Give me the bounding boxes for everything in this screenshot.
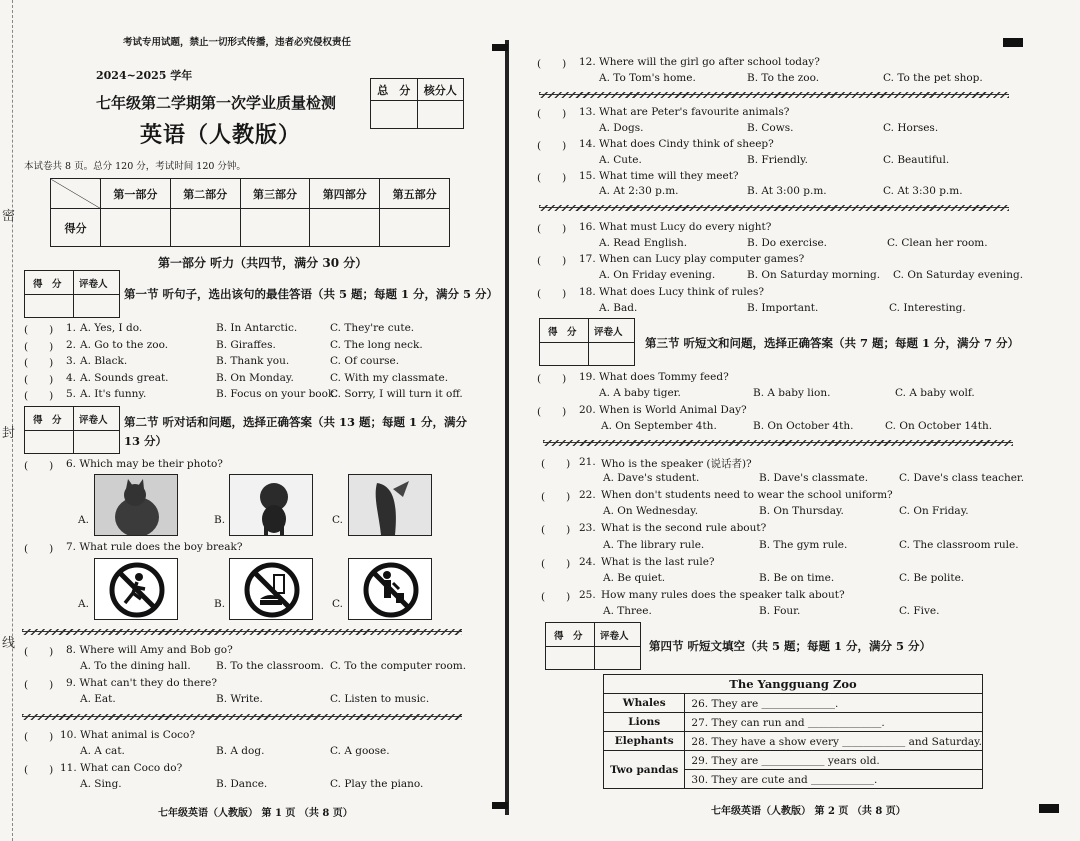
section1-title: 第一节 听句子，选出该句的最佳答语（共 5 题；每题 1 分，满分 5 分） — [124, 287, 499, 301]
q7-label-b: B. — [214, 598, 226, 610]
q1-option-b: B. In Antarctic. — [216, 322, 298, 334]
registration-mark — [1003, 38, 1023, 47]
section-divider — [539, 205, 1009, 211]
q15-option-c: C. At 3:30 p.m. — [883, 185, 963, 197]
q3-option-a: A. Black. — [80, 355, 128, 367]
q25-num: 25. — [579, 589, 596, 601]
answer-paren-16[interactable]: ( ) — [537, 223, 567, 235]
page1-footer: 七年级英语（人教版） 第 1 页 （共 8 页） — [158, 808, 353, 819]
zoo-fill-30[interactable]: 30. They are cute and ＿＿＿＿＿＿. — [685, 770, 983, 789]
part-score-5[interactable] — [380, 209, 450, 247]
q21-option-c: C. Dave's class teacher. — [899, 472, 1025, 484]
section-divider — [543, 440, 1013, 446]
q11-option-b: B. Dance. — [216, 778, 268, 790]
answer-paren-3[interactable]: ( ) — [24, 357, 54, 369]
page-2 — [515, 0, 1080, 841]
q25-option-c: C. Five. — [899, 605, 940, 617]
zoo-animal-pandas: Two pandas — [604, 751, 685, 789]
q24-option-a: A. Be quiet. — [603, 572, 666, 584]
q10-text: 10. What animal is Coco? — [60, 729, 195, 741]
q25-option-b: B. Four. — [759, 605, 801, 617]
q21-option-a: A. Dave's student. — [603, 472, 700, 484]
q11-option-a: A. Sing. — [80, 778, 122, 790]
zoo-animal-lions: Lions — [604, 713, 685, 732]
q13-option-c: C. Horses. — [883, 122, 939, 134]
q6-image-b[interactable] — [229, 474, 313, 536]
section4-title: 第四节 听短文填空（共 5 题；每题 1 分，满分 5 分） — [649, 639, 932, 653]
scorer-score-label: 得 分 — [33, 279, 62, 290]
q14-option-a: A. Cute. — [599, 154, 642, 166]
q13-num: 13. — [579, 106, 596, 118]
section4-scorer-box — [545, 622, 641, 670]
q12-option-b: B. To the zoo. — [747, 72, 820, 84]
q24-text: What is the last rule? — [601, 556, 715, 568]
q6-label-a: A. — [78, 514, 89, 526]
answer-paren-11[interactable]: ( ) — [24, 764, 54, 776]
q18-text: What does Lucy think of rules? — [599, 286, 764, 298]
q18-option-a: A. Bad. — [599, 302, 638, 314]
registration-mark — [492, 44, 508, 51]
q18-option-b: B. Important. — [747, 302, 819, 314]
q8-option-b: B. To the classroom. — [216, 660, 325, 672]
q9-text: 9. What can't they do there? — [66, 677, 217, 689]
q2-num: 2. — [66, 339, 77, 351]
answer-paren-7[interactable]: ( ) — [24, 543, 54, 555]
section-divider — [22, 714, 462, 720]
zoo-animal-elephants: Elephants — [604, 732, 685, 751]
total-score-cell[interactable] — [371, 101, 418, 129]
total-score-box — [370, 78, 464, 129]
q14-num: 14. — [579, 138, 596, 150]
q17-option-a: A. On Friday evening. — [599, 269, 716, 281]
part-score-1[interactable] — [101, 209, 171, 247]
q19-option-a: A. A baby tiger. — [599, 387, 681, 399]
q10-option-a: A. A cat. — [80, 745, 125, 757]
q19-option-c: C. A baby wolf. — [895, 387, 975, 399]
q4-num: 4. — [66, 372, 77, 384]
bird-icon — [349, 475, 432, 536]
q16-text: What must Lucy do every night? — [599, 221, 772, 233]
q17-num: 17. — [579, 253, 596, 265]
section2-title: 第二节 听对话和问题，选择正确答案（共 13 题；每题 1 分，满分 — [124, 415, 468, 429]
scorer-grader-label: 评卷人 — [79, 415, 108, 426]
q6-text: 6. Which may be their photo? — [66, 458, 223, 470]
q4-option-b: B. On Monday. — [216, 372, 294, 384]
q24-num: 24. — [579, 556, 596, 568]
no-food-icon — [230, 559, 313, 620]
section3-scorer-box — [539, 318, 635, 366]
answer-paren-13[interactable]: ( ) — [537, 108, 567, 120]
q23-option-c: C. The classroom rule. — [899, 539, 1019, 551]
q24-option-c: C. Be polite. — [899, 572, 965, 584]
part-score-2[interactable] — [170, 209, 240, 247]
q15-option-a: A. At 2:30 p.m. — [599, 185, 679, 197]
q7-label-c: C. — [332, 598, 343, 610]
q1-option-a: A. Yes, I do. — [80, 322, 143, 334]
q2-option-b: B. Giraffes. — [216, 339, 276, 351]
q14-text: What does Cindy think of sheep? — [599, 138, 774, 150]
q13-option-b: B. Cows. — [747, 122, 794, 134]
part-score-3[interactable] — [240, 209, 310, 247]
scorer-grader-label: 评卷人 — [79, 279, 108, 290]
section1-scorer-box — [24, 270, 120, 318]
section2-title-cont: 13 分） — [124, 434, 168, 448]
answer-paren-18[interactable]: ( ) — [537, 288, 567, 300]
scorer-grader-label: 评卷人 — [600, 631, 629, 642]
q6-image-c[interactable] — [348, 474, 432, 536]
exam-note: 本试卷共 8 页。总分 120 分，考试时间 120 分钟。 — [24, 161, 246, 172]
q7-label-a: A. — [78, 598, 89, 610]
q14-option-b: B. Friendly. — [747, 154, 808, 166]
answer-paren-19[interactable]: ( ) — [537, 373, 567, 385]
q25-text: How many rules does the speaker talk about? — [601, 589, 845, 601]
section2-scorer-box — [24, 406, 120, 454]
q8-option-a: A. To the dining hall. — [80, 660, 191, 672]
q21-num: 21. — [579, 456, 596, 468]
q1-option-c: C. They're cute. — [330, 322, 415, 334]
q23-option-b: B. The gym rule. — [759, 539, 848, 551]
q3-option-c: C. Of course. — [330, 355, 400, 367]
q7-image-b[interactable] — [229, 558, 313, 620]
q23-num: 23. — [579, 522, 596, 534]
scorer-grader-label: 评卷人 — [594, 327, 623, 338]
q19-text: What does Tommy feed? — [599, 371, 729, 383]
q7-image-a[interactable] — [94, 558, 178, 620]
q2-option-c: C. The long neck. — [330, 339, 423, 351]
part-header-1: 第一部分 — [101, 179, 171, 209]
answer-paren-5[interactable]: ( ) — [24, 390, 54, 402]
part-header-5: 第五部分 — [380, 179, 450, 209]
q5-option-c: C. Sorry, I will turn it off. — [330, 388, 463, 400]
q5-option-a: A. It's funny. — [80, 388, 147, 400]
cat-icon — [95, 475, 178, 536]
q15-text: What time will they meet? — [599, 170, 739, 182]
q6-label-c: C. — [332, 514, 343, 526]
q23-option-a: A. The library rule. — [603, 539, 705, 551]
answer-paren-6[interactable]: ( ) — [24, 460, 54, 472]
q8-option-c: C. To the computer room. — [330, 660, 467, 672]
q16-option-b: B. Do exercise. — [747, 237, 828, 249]
q12-num: 12. — [579, 56, 596, 68]
section-divider — [22, 629, 462, 635]
q12-text: Where will the girl go after school today? — [599, 56, 820, 68]
answer-paren-24[interactable]: ( ) — [541, 558, 571, 570]
q6-label-b: B. — [214, 514, 226, 526]
q3-option-b: B. Thank you. — [216, 355, 290, 367]
q22-text: When don't students need to wear the school uniform? — [601, 489, 893, 501]
q7-image-c[interactable] — [348, 558, 432, 620]
scorer-score-label: 得 分 — [554, 631, 583, 642]
q25-option-a: A. Three. — [603, 605, 652, 617]
answer-paren-4[interactable]: ( ) — [24, 374, 54, 386]
zoo-fill-28[interactable]: 28. They have a show every ＿＿＿＿＿＿ and Saturday. — [685, 732, 983, 751]
q18-num: 18. — [579, 286, 596, 298]
answer-paren-12[interactable]: ( ) — [537, 58, 567, 70]
q21-text: Who is the speaker (说话者)? — [601, 458, 752, 470]
q21-option-b: B. Dave's classmate. — [759, 472, 869, 484]
q15-option-b: B. At 3:00 p.m. — [747, 185, 827, 197]
checker-cell[interactable] — [417, 101, 464, 129]
q7-text: 7. What rule does the boy break? — [66, 541, 243, 553]
q2-option-a: A. Go to the zoo. — [80, 339, 169, 351]
answer-paren-25[interactable]: ( ) — [541, 591, 571, 603]
answer-paren-14[interactable]: ( ) — [537, 140, 567, 152]
no-running-icon — [95, 559, 178, 620]
q17-option-c: C. On Saturday evening. — [893, 269, 1024, 281]
answer-paren-15[interactable]: ( ) — [537, 172, 567, 184]
registration-mark — [492, 802, 508, 809]
part-score-table — [50, 178, 450, 247]
answer-paren-22[interactable]: ( ) — [541, 491, 571, 503]
part-header-2: 第二部分 — [170, 179, 240, 209]
q22-option-a: A. On Wednesday. — [603, 505, 699, 517]
q24-option-b: B. Be on time. — [759, 572, 835, 584]
answer-paren-8[interactable]: ( ) — [24, 646, 54, 658]
page-divider — [505, 40, 509, 815]
zoo-table-title: The Yangguang Zoo — [604, 675, 983, 694]
q14-option-c: C. Beautiful. — [883, 154, 950, 166]
copyright-warning: 考试专用试题，禁止一切形式传播，违者必究侵权责任 — [123, 37, 352, 48]
section-divider — [539, 92, 1009, 98]
fold-char-feng: 封 — [2, 426, 16, 441]
q12-option-a: A. To Tom's home. — [599, 72, 696, 84]
q3-num: 3. — [66, 355, 77, 367]
q16-option-a: A. Read English. — [599, 237, 688, 249]
q1-num: 1. — [66, 322, 77, 334]
answer-paren-21[interactable]: ( ) — [541, 458, 571, 470]
registration-mark — [1039, 804, 1059, 813]
no-littering-icon — [349, 559, 432, 620]
answer-paren-9[interactable]: ( ) — [24, 679, 54, 691]
zoo-fill-26[interactable]: 26. They are ＿＿＿＿＿＿＿. — [685, 694, 983, 713]
fold-char-xian: 线 — [2, 636, 16, 651]
q10-option-c: C. A goose. — [330, 745, 390, 757]
q9-option-a: A. Eat. — [80, 693, 116, 705]
q19-num: 19. — [579, 371, 596, 383]
zoo-animal-whales: Whales — [604, 694, 685, 713]
q22-option-c: C. On Friday. — [899, 505, 969, 517]
school-year: 2024~2025 学年 — [96, 69, 193, 82]
part1-title: 第一部分 听力（共四节，满分 30 分） — [158, 256, 368, 270]
q5-option-b: B. Focus on your book. — [216, 388, 338, 400]
diagonal-cell — [51, 179, 101, 209]
part-header-4: 第四部分 — [310, 179, 380, 209]
zoo-fill-27[interactable]: 27. They can run and ＿＿＿＿＿＿＿. — [685, 713, 983, 732]
q8-text: 8. Where will Amy and Bob go? — [66, 644, 233, 656]
fold-char-mi: 密 — [2, 209, 16, 224]
part-score-4[interactable] — [310, 209, 380, 247]
q20-num: 20. — [579, 404, 596, 416]
q19-option-b: B. A baby lion. — [753, 387, 831, 399]
q10-option-b: B. A dog. — [216, 745, 265, 757]
exam-subject: 英语（人教版） — [140, 122, 302, 148]
scorer-score-label: 得 分 — [33, 415, 62, 426]
q20-option-b: B. On October 4th. — [753, 420, 854, 432]
q16-option-c: C. Clean her room. — [887, 237, 988, 249]
q11-option-c: C. Play the piano. — [330, 778, 424, 790]
zoo-table — [603, 674, 983, 789]
exam-title: 七年级第二学期第一次学业质量检测 — [96, 94, 337, 112]
q12-option-c: C. To the pet shop. — [883, 72, 983, 84]
answer-paren-17[interactable]: ( ) — [537, 255, 567, 267]
lion-icon — [230, 475, 313, 536]
q6-image-a[interactable] — [94, 474, 178, 536]
page-1 — [0, 0, 505, 841]
answer-paren-23[interactable]: ( ) — [541, 524, 571, 536]
part-header-3: 第三部分 — [240, 179, 310, 209]
q22-num: 22. — [579, 489, 596, 501]
q9-option-c: C. Listen to music. — [330, 693, 430, 705]
binding-line — [12, 0, 13, 841]
q20-option-c: C. On October 14th. — [885, 420, 993, 432]
q5-num: 5. — [66, 388, 77, 400]
q17-option-b: B. On Saturday morning. — [747, 269, 881, 281]
total-label: 总 分 — [371, 79, 418, 101]
answer-paren-20[interactable]: ( ) — [537, 406, 567, 418]
q9-option-b: B. Write. — [216, 693, 263, 705]
q4-option-a: A. Sounds great. — [80, 372, 169, 384]
q22-option-b: B. On Thursday. — [759, 505, 844, 517]
answer-paren-2[interactable]: ( ) — [24, 341, 54, 353]
answer-paren-10[interactable]: ( ) — [24, 731, 54, 743]
score-row-label: 得分 — [51, 209, 101, 247]
q4-option-c: C. With my classmate. — [330, 372, 449, 384]
q15-num: 15. — [579, 170, 596, 182]
q13-option-a: A. Dogs. — [599, 122, 644, 134]
page2-footer: 七年级英语（人教版） 第 2 页 （共 8 页） — [711, 806, 906, 817]
q18-option-c: C. Interesting. — [889, 302, 966, 314]
q16-num: 16. — [579, 221, 596, 233]
q23-text: What is the second rule about? — [601, 522, 767, 534]
q11-text: 11. What can Coco do? — [60, 762, 183, 774]
zoo-fill-29[interactable]: 29. They are ＿＿＿＿＿＿ years old. — [685, 751, 983, 770]
section3-title: 第三节 听短文和问题，选择正确答案（共 7 题；每题 1 分，满分 7 分） — [645, 336, 1020, 350]
q20-option-a: A. On September 4th. — [601, 420, 717, 432]
checker-label: 核分人 — [417, 79, 464, 101]
answer-paren-1[interactable]: ( ) — [24, 324, 54, 336]
q20-text: When is World Animal Day? — [599, 404, 747, 416]
q17-text: When can Lucy play computer games? — [599, 253, 805, 265]
scorer-score-label: 得 分 — [548, 327, 577, 338]
q13-text: What are Peter's favourite animals? — [599, 106, 790, 118]
